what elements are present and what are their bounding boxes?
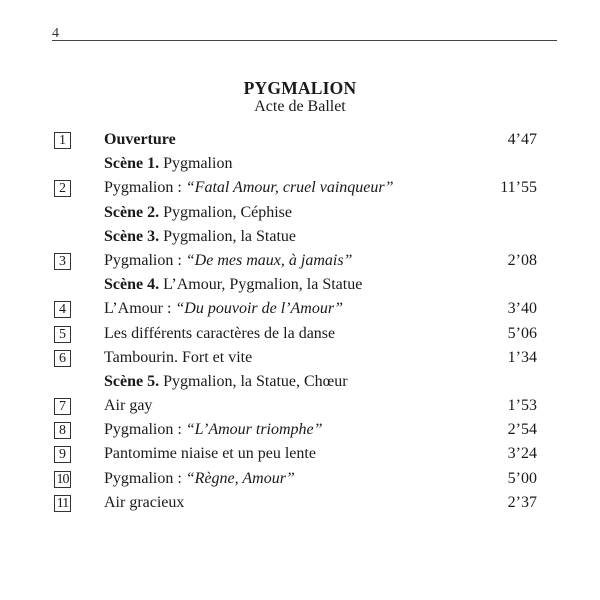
track-duration: 2’54 xyxy=(507,421,537,439)
row-text xyxy=(104,225,296,249)
track-duration: 2’37 xyxy=(507,493,537,511)
track-duration: 1’34 xyxy=(507,348,537,366)
scene-heading xyxy=(0,225,600,249)
scene-heading xyxy=(0,273,600,297)
row-text xyxy=(104,467,295,491)
track-row xyxy=(0,249,600,273)
row-text xyxy=(104,442,316,466)
track-row xyxy=(0,442,600,466)
track-duration: 2’08 xyxy=(507,251,537,269)
track-quote: “Fatal Amour, cruel vainqueur” xyxy=(185,179,394,197)
row-text xyxy=(104,394,152,418)
track-number-box: 9 xyxy=(54,446,71,463)
track-duration: 1’53 xyxy=(507,397,537,415)
track-number-box: 10 xyxy=(54,471,71,488)
track-title-bold: Ouverture xyxy=(104,131,176,148)
tracklist xyxy=(0,128,600,515)
track-row xyxy=(0,322,600,346)
track-title: Pantomime niaise et un peu lente xyxy=(104,445,316,463)
row-text xyxy=(104,249,352,273)
row-text xyxy=(104,491,184,515)
scene-heading xyxy=(0,152,600,176)
track-quote: “L’Amour triomphe” xyxy=(185,421,323,439)
row-text xyxy=(104,152,232,176)
row-text xyxy=(104,201,292,225)
track-title: Tambourin. Fort et vite xyxy=(104,348,253,366)
track-duration: 3’24 xyxy=(507,445,537,463)
row-text xyxy=(104,346,252,370)
track-row xyxy=(0,467,600,491)
scene-characters: Pygmalion, la Statue xyxy=(159,227,296,245)
track-number-box: 3 xyxy=(54,253,71,270)
track-title: Air gracieux xyxy=(104,493,185,511)
track-row xyxy=(0,394,600,418)
scene-label: Scène 3. xyxy=(104,227,160,245)
track-number-box: 5 xyxy=(54,326,71,343)
track-title: Les différents caractères de la danse xyxy=(104,324,336,342)
scene-characters: L’Amour, Pygmalion, la Statue xyxy=(159,276,363,294)
scene-heading xyxy=(0,370,600,394)
row-text xyxy=(104,370,348,394)
track-quote: “Du pouvoir de l’Amour” xyxy=(175,300,343,318)
page-number: 4 xyxy=(52,26,59,41)
scene-characters: Pygmalion, la Statue, Chœur xyxy=(159,372,348,390)
track-quote: “De mes maux, à jamais” xyxy=(185,251,353,269)
track-duration: 11’55 xyxy=(500,179,537,197)
work-title: PYGMALION xyxy=(243,78,357,98)
track-title: Pygmalion : xyxy=(104,179,186,197)
track-duration: 5’00 xyxy=(507,469,537,487)
track-row xyxy=(0,346,600,370)
track-number-box: 11 xyxy=(54,495,71,512)
row-text xyxy=(104,297,343,321)
row-text xyxy=(104,418,323,442)
row-text xyxy=(104,273,362,297)
row-text xyxy=(104,322,335,346)
track-duration: 5’06 xyxy=(507,324,537,342)
scene-characters: Pygmalion, Céphise xyxy=(159,203,292,221)
header-rule xyxy=(52,40,557,41)
row-text xyxy=(104,128,176,152)
track-title: Pygmalion : xyxy=(104,469,186,487)
scene-characters: Pygmalion xyxy=(159,155,233,173)
track-quote: “Règne, Amour” xyxy=(185,469,295,487)
track-duration: 3’40 xyxy=(507,300,537,318)
track-duration: 4’47 xyxy=(507,131,537,148)
scene-label: Scène 1. xyxy=(104,155,160,173)
track-number-box: 6 xyxy=(54,350,71,367)
scene-label: Scène 4. xyxy=(104,276,160,294)
track-number-box: 4 xyxy=(54,301,71,318)
track-number-box: 1 xyxy=(54,132,71,149)
scene-label: Scène 5. xyxy=(104,372,160,390)
track-row xyxy=(0,418,600,442)
scene-heading xyxy=(0,201,600,225)
track-row xyxy=(0,297,600,321)
scene-label: Scène 2. xyxy=(104,203,160,221)
track-title: Air gay xyxy=(104,397,153,415)
track-row xyxy=(0,176,600,200)
track-number-box: 8 xyxy=(54,422,71,439)
row-text xyxy=(104,176,393,200)
work-subtitle: Acte de Ballet xyxy=(254,98,346,115)
track-row xyxy=(0,491,600,515)
track-row xyxy=(0,128,600,152)
track-title: Pygmalion : xyxy=(104,251,186,269)
track-title: L’Amour : xyxy=(104,300,176,318)
track-title: Pygmalion : xyxy=(104,421,186,439)
track-number-box: 7 xyxy=(54,398,71,415)
track-number-box: 2 xyxy=(54,180,71,197)
